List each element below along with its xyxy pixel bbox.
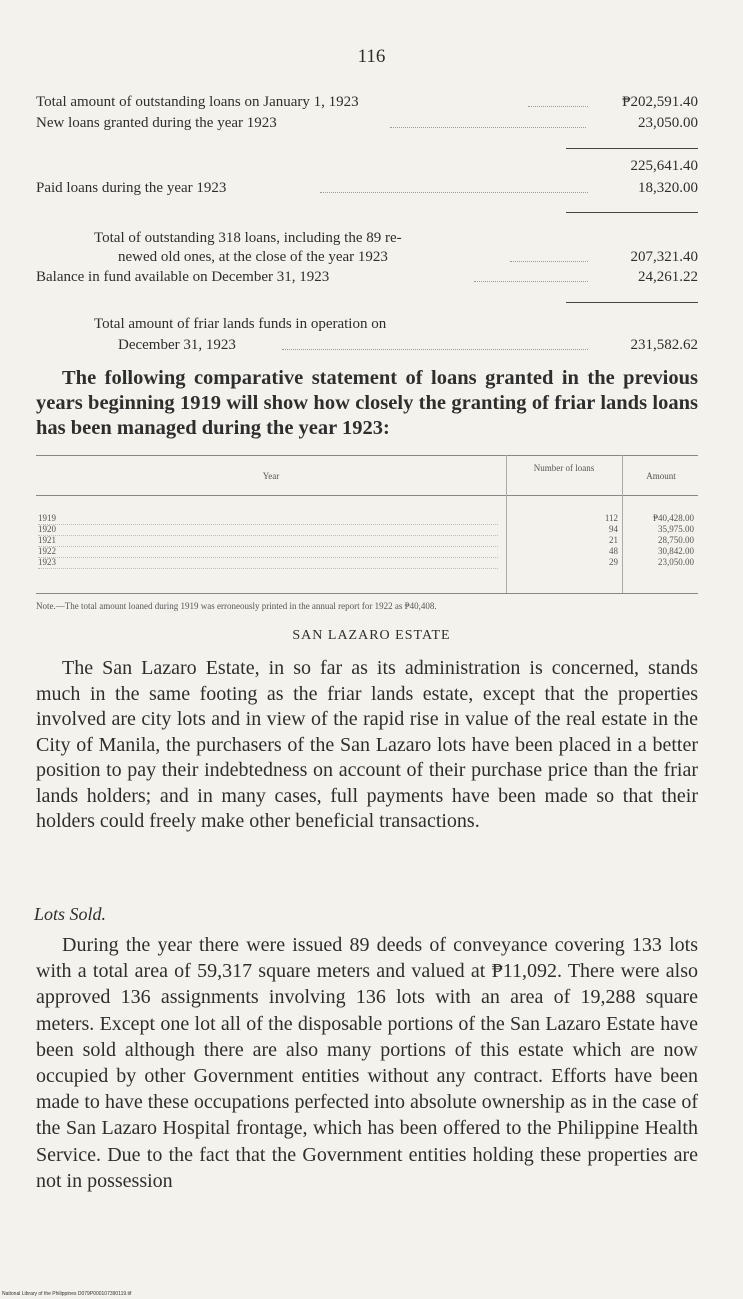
loans-comparison-table	[36, 455, 698, 595]
account-label: Total amount of outstanding loans on January 1, 1923	[36, 94, 359, 110]
san-lazaro-paragraph: The San Lazaro Estate, in so far as its administration is concerned, stands much in the same footing as the friar lands estate, except that the properties involved are city lots and in view of the rapid rise in value of the real estate in the City of Manila, the purchasers of the San Lazaro lots have been placed in a better position to pay their indebtedness on account of their purchase price than the friar lands holders; and in many cases, full payments have been made so that their holders could freely make other beneficial transactions.	[36, 657, 698, 832]
scan-footer: National Library of the Philippines D079P000107390119.tif	[2, 1291, 132, 1297]
leader-dots	[390, 115, 586, 128]
account-amount: 207,321.40	[630, 249, 698, 265]
table-note: Note.—The total amount loaned during 1919 was erroneously printed in the annual report for 1922 as ₱40,408.	[36, 601, 437, 611]
header-amount: Amount	[646, 471, 676, 481]
table-top-rule	[36, 455, 698, 456]
cell-amount: 28,750.00	[658, 535, 694, 545]
leader-dots	[282, 337, 588, 350]
section-title: SAN LAZARO ESTATE	[292, 628, 451, 643]
cell-amount: 30,842.00	[658, 546, 694, 556]
cell-amount: 35,975.00	[658, 524, 694, 534]
account-amount: 23,050.00	[638, 115, 698, 131]
account-amount: 24,261.22	[638, 269, 698, 285]
table-bottom-rule	[36, 593, 698, 594]
cell-year: 1920	[38, 524, 498, 536]
lots-sold-heading: Lots Sold.	[34, 904, 107, 924]
column-divider	[506, 455, 507, 593]
sum-rule	[566, 148, 698, 149]
account-label-line1: Total amount of friar lands funds in operation on	[94, 316, 387, 332]
page-number: 116	[357, 46, 386, 67]
account-row	[36, 180, 698, 200]
account-row	[36, 115, 698, 135]
cell-amount: ₱40,428.00	[652, 513, 694, 523]
account-row	[36, 249, 698, 269]
account-row	[36, 316, 698, 336]
cell-year: 1923	[38, 557, 498, 569]
cell-number: 21	[609, 535, 618, 545]
account-row	[36, 337, 698, 357]
column-divider	[622, 455, 623, 593]
cell-number: 94	[609, 524, 618, 534]
account-row	[36, 94, 698, 114]
sum-rule	[566, 302, 698, 303]
account-label: December 31, 1923	[118, 337, 236, 353]
account-row	[36, 158, 698, 178]
account-label: Paid loans during the year 1923	[36, 180, 227, 196]
cell-number: 29	[609, 557, 618, 567]
cell-number: 112	[604, 513, 618, 523]
account-label: Balance in fund available on December 31, 1923	[36, 269, 330, 285]
cell-year: 1922	[38, 546, 498, 558]
header-number: Number of loans	[533, 463, 595, 473]
account-row	[36, 269, 698, 289]
cell-year: 1921	[38, 535, 498, 547]
account-amount: 225,641.40	[630, 158, 698, 174]
loan-account-summary	[36, 94, 698, 360]
cell-year: 1919	[38, 513, 498, 525]
leader-dots	[528, 94, 588, 107]
header-year: Year	[262, 471, 280, 481]
account-amount: 231,582.62	[630, 337, 698, 353]
intro-paragraph: The following comparative statement of loans granted in the previous years beginning 1919 will show how closely the granting of friar lands loans has been managed during the year 1923:	[36, 367, 698, 439]
table-header-rule	[36, 495, 698, 496]
leader-dots	[474, 269, 588, 282]
lots-sold-paragraph: During the year there were issued 89 deeds of conveyance covering 133 lots with a total area of 59,317 square meters and valued at ₱11,092. There were also approved 136 assignments involving 136 lots with an area of 19,288 square meters. Except one lot all of the disposable portions of the San Lazaro Estate have been sold although there are also many portions of this estate which are now occupied by other Government entities without any contract. Efforts have been made to have these occupations perfected into absolute ownership as in the case of the San Lazaro Hospital frontage, which has been offered to the Philippine Health Service. Due to the fact that the Government entities holding these properties are not in possession	[36, 934, 698, 1192]
account-label: newed old ones, at the close of the year 1923	[118, 249, 388, 265]
account-label: New loans granted during the year 1923	[36, 115, 277, 131]
leader-dots	[320, 180, 588, 193]
account-label-line1: Total of outstanding 318 loans, including the 89 re-	[94, 230, 402, 246]
cell-number: 48	[609, 546, 618, 556]
leader-dots	[510, 249, 588, 262]
cell-amount: 23,050.00	[658, 557, 694, 567]
sum-rule	[566, 212, 698, 213]
account-amount: ₱202,591.40	[622, 94, 698, 110]
account-row	[36, 230, 698, 250]
account-amount: 18,320.00	[638, 180, 698, 196]
